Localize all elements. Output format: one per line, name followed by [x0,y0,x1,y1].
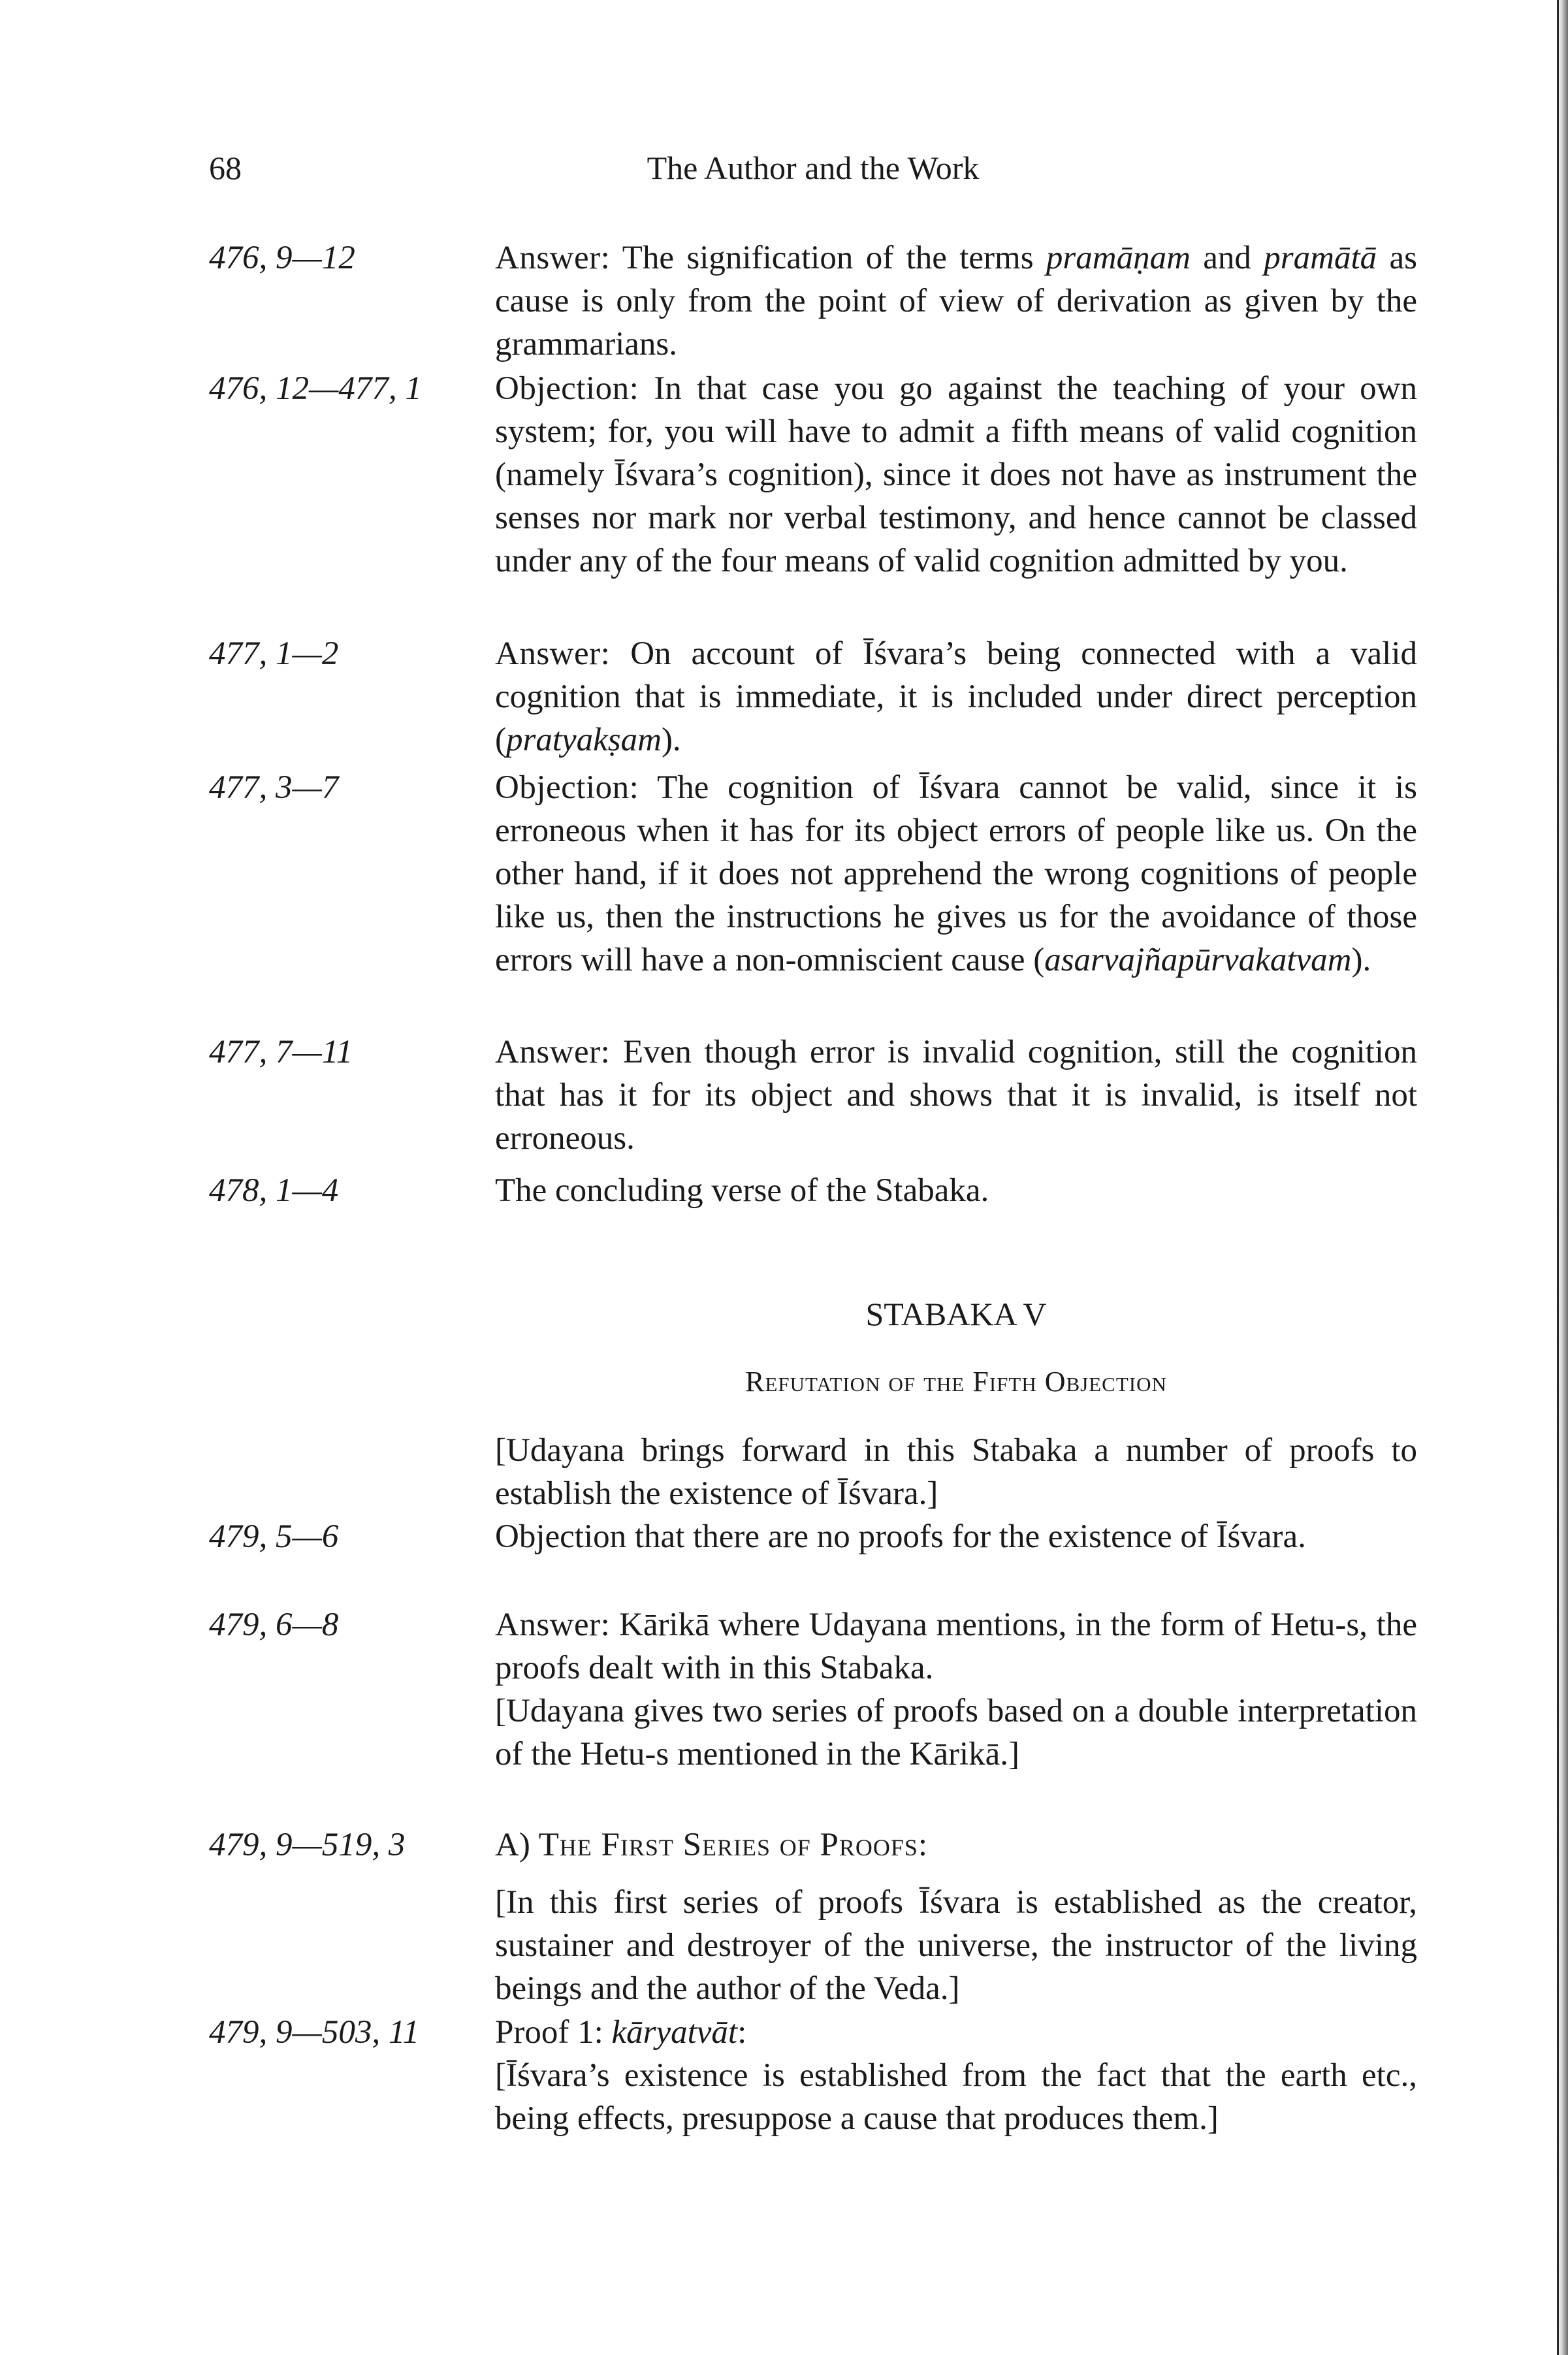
entry-reference: 477, 3—7 [209,769,339,806]
italic-term: pratyakṣam [505,722,662,758]
running-title: The Author and the Work [647,150,980,186]
hetu-note [209,1690,1417,1776]
entry-label: Answer: [495,240,611,276]
entry-reference: 479, 9—503, 11 [209,2014,420,2051]
page-number: 68 [209,150,242,186]
text-segment: Objection that there are no proofs for the existence of Īśvara. [495,1518,1306,1555]
entry-reference: 476, 9—12 [209,240,355,276]
entry-label: Objection: [495,370,639,407]
entry-text [495,367,1417,583]
entry-text [495,1031,1417,1160]
entry-text [495,1603,1417,1690]
section-title: STABAKA V [865,1296,1047,1332]
entry-477-7-11 [209,1031,1417,1160]
entry-label: Answer: [495,1607,611,1643]
entry-476-9-12 [209,236,1417,366]
entry-text [495,1690,1417,1776]
entry-text [495,1169,1417,1212]
text-segment: ). [1351,942,1371,978]
entry-reference: 477, 7—11 [209,1034,353,1070]
entry-label: Answer: [495,1034,611,1070]
entry-label: Answer: [495,635,611,672]
entry-text [495,2011,1417,2054]
entry-reference: 479, 5—6 [209,1518,339,1555]
page-edge-line [1557,0,1559,2355]
text-segment: In that case you go against the teaching of your own system; for, you will have to admit a fifth means of valid cognition (namely Īśvara’s cognition), since it does not have as instrument the senses nor mark nor verbal testimony, and hence cannot be classed under any of the four means of valid cognition admitted by you. [495,370,1417,579]
series-prefix: A) [495,1827,539,1863]
entry-text [495,632,1417,761]
text-segment: and [1190,240,1264,276]
text-segment: On account of Īśvara’s being connected with a valid cognition that is immediate, it is included under direct perception ( [495,635,1417,758]
entry-reference: 478, 1—4 [209,1172,339,1209]
text-segment: Proof 1: [495,2014,612,2051]
text-segment: as cause is only from the point of view of derivation as given by the grammarians. [495,240,1418,362]
text-segment: [Udayana brings forward in this Stabaka a number of proofs to establish the existence of Īśvara.] [495,1432,1417,1512]
text-segment: The cognition of Īśvara cannot be valid, since it is erroneous when it has for its object errors of people like us. On the other hand, if it does not apprehend the wrong cognitions of people like us, then the instructions he gives us for the avoidance of those errors will have a non-omniscient cause ( [495,769,1417,978]
entry-reference: 479, 9—519, 3 [209,1827,406,1863]
first-series-note [209,1881,1417,2010]
entry-479-5-6 [209,1515,1417,1558]
text-segment: The signification of the terms [610,240,1046,276]
text-segment: [Udayana gives two series of proofs based on a double interpretation of the Hetu-s mentioned in the Kārikā.] [495,1693,1417,1772]
section-subtitle: Refutation of the Fifth Objection [745,1366,1167,1398]
entry-477-3-7 [209,766,1417,982]
italic-term: pramātā [1264,240,1377,276]
entry-reference: 476, 12—477, 1 [209,370,422,407]
entry-text [495,236,1417,366]
proof-1-note [209,2054,1417,2140]
entry-476-12-477-1 [209,367,1417,583]
italic-term: pramāṇam [1046,240,1191,276]
text-segment: : [737,2014,747,2051]
entry-477-1-2 [209,632,1417,761]
italic-term: asarvajñapūrvakatvam [1044,942,1352,978]
series-title: The First Series of Proofs: [538,1827,929,1863]
entry-text [495,766,1417,982]
entry-479-6-8 [209,1603,1417,1690]
entry-reference: 477, 1—2 [209,635,339,672]
entry-text [495,2054,1417,2140]
text-segment: [Īśvara’s existence is established from the fact that the earth etc., being effects, presuppose a cause that produces them.] [495,2057,1417,2137]
text-segment: [In this first series of proofs Īśvara is established as the creator, sustainer and destroyer of the universe, the instructor of the living beings and the author of the Veda.] [495,1884,1417,2007]
entry-478-1-4 [209,1169,1417,1212]
entry-label: Objection: [495,769,639,806]
text-segment: Even though error is invalid cognition, still the cognition that has it for its object and shows that it is invalid, is itself not erroneous. [495,1034,1417,1157]
text-segment: ). [661,722,681,758]
entry-reference: 479, 6—8 [209,1607,339,1643]
first-series-heading [209,1823,1417,1866]
entry-text [495,1515,1417,1558]
text-segment: The concluding verse of the Stabaka. [495,1172,989,1209]
italic-term: kāryatvāt [611,2014,738,2051]
series-title-line [495,1823,1417,1866]
intro-note [209,1429,1417,1515]
entry-479-9-503-11 [209,2011,1417,2054]
entry-text [495,1429,1417,1515]
text-segment: Kārikā where Udayana mentions, in the form of Hetu-s, the proofs dealt with in this Stabaka. [495,1607,1417,1686]
entry-text [495,1881,1417,2010]
